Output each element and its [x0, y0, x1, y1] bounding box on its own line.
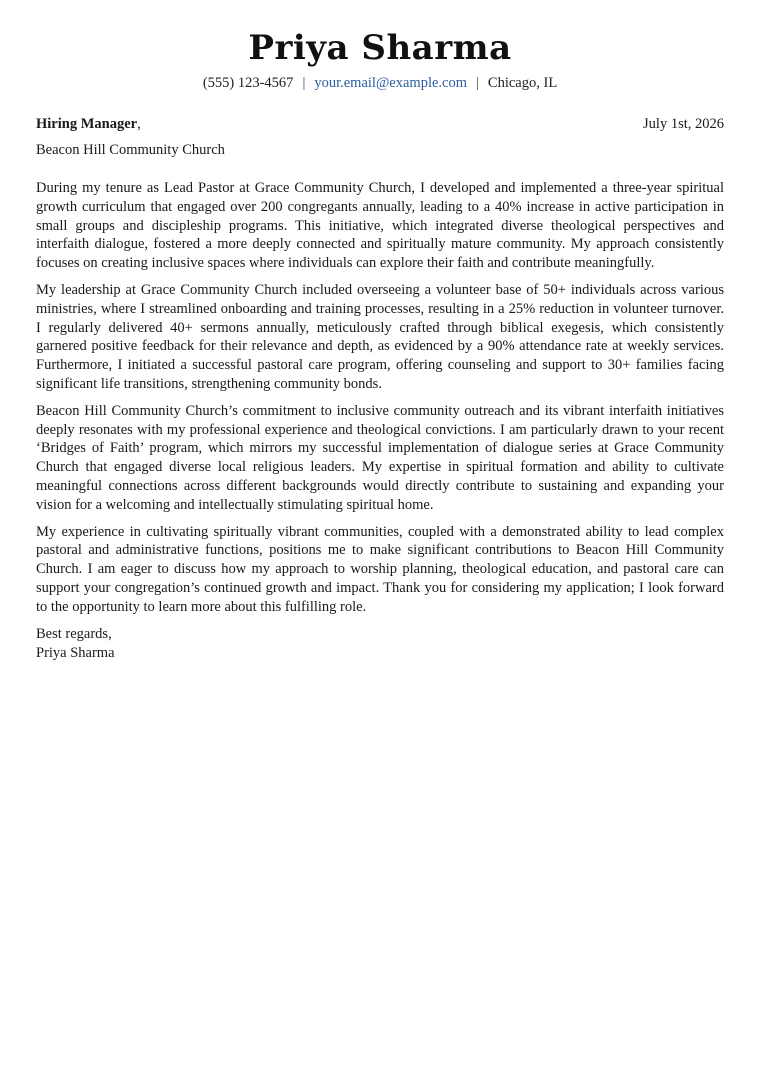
recipient-title: Hiring Manager: [36, 116, 138, 132]
body-paragraph: My experience in cultivating spiritually vibrant communities, coupled with a demonstrated ability to lead complex pastoral and administrative functions, positions me to make significant contributions to Beacon Hill Community Church. I am eager to discuss how my approach to worship planning, theological education, and pastoral care can support your congregation’s continued growth and impact. Thank you for considering my application; I look forward to the opportunity to learn more about this fulfilling role.: [36, 523, 724, 615]
sign-off: Best regards,: [36, 625, 112, 642]
contact-separator: |: [476, 75, 479, 91]
letter-body: [36, 179, 724, 663]
body-paragraph: My leadership at Grace Community Church included overseeing a volunteer base of 50+ individuals across various ministries, where I streamlined onboarding and training processes, resulting in a 25% reduction in volunteer turnover. I regularly delivered 40+ sermons annually, meticulously crafted through biblical exegesis, which consistently garnered positive feedback for their relevance and depth, as evidenced by a 90% attendance rate at weekly services. Furthermore, I initiated a successful pastoral care program, offering counseling and support to 30+ families facing significant life transitions, strengthening community bonds.: [36, 281, 724, 392]
letter-date: July 1st, 2026: [643, 116, 724, 132]
email-link[interactable]: your.email@example.com: [314, 75, 468, 91]
recipient-organization: Beacon Hill Community Church: [36, 142, 225, 158]
recipient-title-suffix: ,: [137, 116, 141, 132]
recipient-line: [36, 114, 141, 134]
contact-line: [0, 73, 760, 93]
location: Chicago, IL: [487, 75, 558, 91]
phone-number: (555) 123-4567: [202, 75, 294, 91]
closing-block: [36, 625, 724, 663]
contact-separator: |: [302, 75, 306, 91]
body-paragraph: Beacon Hill Community Church’s commitment to inclusive community outreach and its vibrant interfaith initiatives deeply resonates with my professional experience and theological convictions. I am particularly drawn to your recent ‘Bridges of Faith’ program, which mirrors my successful implementation of dialogue series at Grace Community Church that engaged diverse local religious leaders. My expertise in spiritual formation and ability to cultivate meaningful connections across different backgrounds would directly contribute to sustaining and expanding your vision for a welcoming and intellectually stimulating spiritual home.: [36, 402, 724, 513]
body-paragraph: During my tenure as Lead Pastor at Grace Community Church, I developed and implemented a three-year spiritual growth curriculum that engaged over 200 congregants annually, leading to a 40% increase in active participation in small groups and discipleship programs. This initiative, which integrated diverse theological perspectives and interfaith dialogue, fostered a more deeply connected and spiritually mature community. My approach consistently focuses on creating inclusive spaces where individuals can explore their faith and contribute meaningfully.: [36, 180, 724, 272]
applicant-name: Priya Sharma: [248, 28, 512, 68]
signature: Priya Sharma: [36, 644, 115, 661]
salutation-row: [36, 114, 724, 134]
